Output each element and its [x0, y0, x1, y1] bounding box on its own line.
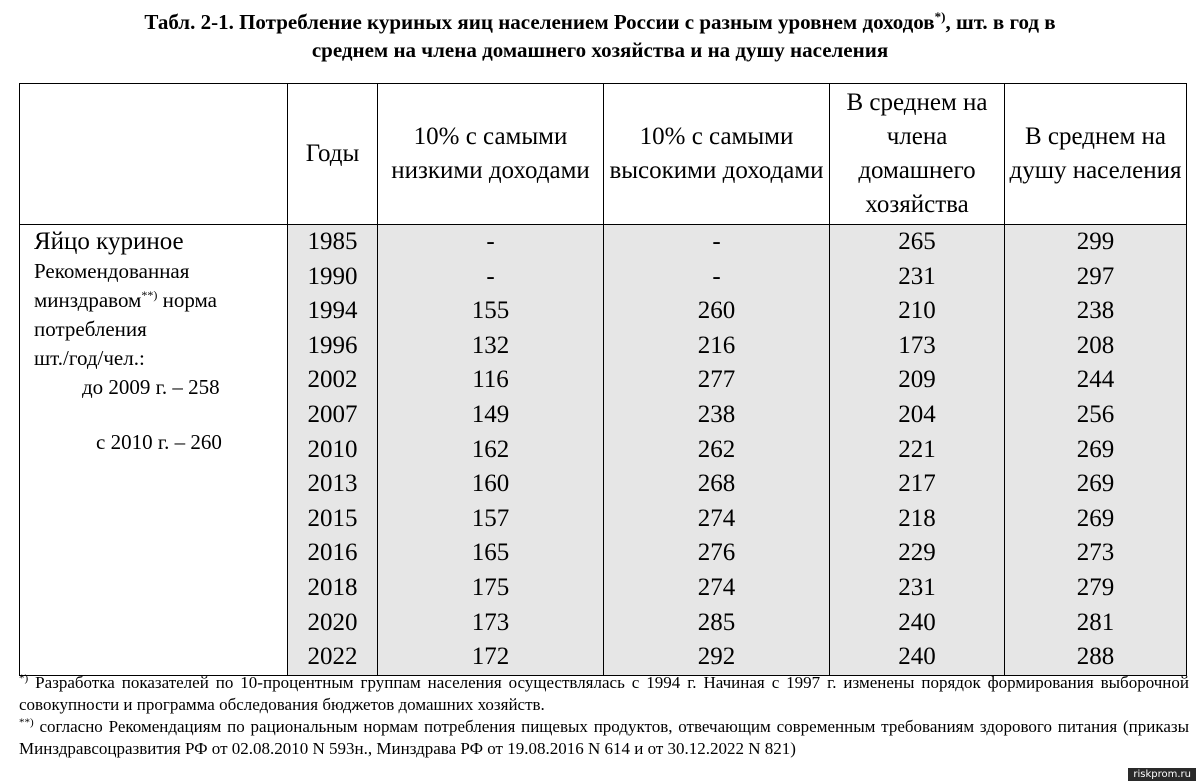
norm-label-line: Рекомендованная [34, 259, 190, 283]
table-cell-high: 274 [697, 573, 736, 601]
table-cell-high: 262 [697, 435, 736, 463]
norm-until-2009: до 2009 г. – 258 [82, 375, 220, 399]
table-cell-year: 2016 [307, 539, 358, 567]
table-cell-high: - [712, 262, 721, 290]
header-years: Годы [288, 84, 378, 225]
table-cell-year: 1994 [307, 297, 358, 325]
table-cell-capita: 297 [1076, 262, 1115, 290]
norm-from-2010: с 2010 г. – 260 [96, 430, 222, 454]
table-cell-low: 172 [471, 643, 510, 671]
table-cell-high: 238 [697, 400, 736, 428]
table-cell-household: 209 [898, 366, 936, 394]
table-cell-high: 276 [697, 539, 736, 567]
table-cell-capita: 288 [1076, 643, 1115, 671]
footnote-1: *) Разработка показателей по 10-процентным группам населения осуществлялась с 1994 г. Начиная с 1997 г. изменены порядок формирования выборочной совокупности и программа обследования бюджетов домашних хозяйств. [19, 672, 1189, 714]
header-per-household-member: В среднем на члена домашнего хозяйства [830, 84, 1005, 225]
table-cell-low: 160 [471, 470, 510, 498]
header-high-income: 10% с самыми высокими доходами [604, 84, 830, 225]
table-cell-high: 277 [697, 366, 736, 394]
table-cell-household: 240 [898, 643, 936, 671]
table-cell-low: 165 [471, 539, 510, 567]
table-cell-high: 260 [697, 297, 736, 325]
table-cell-capita: 269 [1076, 470, 1115, 498]
table-cell-year: 2002 [307, 366, 358, 394]
table-cell-low: 116 [472, 366, 509, 394]
table-cell-high: 268 [697, 470, 736, 498]
table-cell-household: 265 [898, 228, 936, 255]
table-cell-capita: 273 [1076, 539, 1115, 567]
page-title [0, 8, 1200, 64]
header-per-capita: В среднем на душу населения [1005, 84, 1187, 225]
table-cell-low: 175 [471, 573, 510, 601]
table-cell-capita: 244 [1076, 366, 1115, 394]
table-cell-low: 132 [471, 331, 510, 359]
table-cell-year: 2020 [307, 608, 358, 636]
table-cell-year: 1990 [307, 262, 358, 290]
table-cell-capita: 269 [1076, 435, 1115, 463]
table-cell-high: - [712, 228, 721, 255]
table-cell-high: 274 [697, 504, 736, 532]
table-cell-household: 240 [898, 608, 936, 636]
table-cell-high: 292 [697, 643, 736, 671]
table-cell-year: 1996 [307, 331, 358, 359]
household-column [830, 225, 1005, 676]
table-cell-low: - [486, 228, 495, 255]
table-cell-household: 229 [898, 539, 936, 567]
table-cell-low: 155 [471, 297, 510, 325]
table-cell-household: 173 [898, 331, 936, 359]
table-cell-year: 1985 [307, 228, 358, 255]
table-cell-year: 2010 [307, 435, 358, 463]
table-cell-capita: 256 [1076, 400, 1115, 428]
table-cell-household: 217 [898, 470, 936, 498]
per-capita-column [1005, 225, 1187, 676]
table-cell-household: 231 [898, 262, 936, 290]
table-cell-capita: 208 [1076, 331, 1115, 359]
table-header-row [20, 84, 1187, 225]
table-cell-capita: 269 [1076, 504, 1115, 532]
table-cell-capita: 281 [1076, 608, 1115, 636]
table-cell-household: 204 [898, 400, 936, 428]
product-name: Яйцо куриное [34, 228, 184, 255]
table-cell-year: 2018 [307, 573, 358, 601]
table-cell-capita: 279 [1076, 573, 1115, 601]
table-cell-year: 2022 [307, 643, 358, 671]
table-cell-year: 2015 [307, 504, 358, 532]
table-cell-household: 218 [898, 504, 936, 532]
low-income-column [378, 225, 604, 676]
table-cell-high: 216 [697, 331, 736, 359]
site-watermark: riskprom.ru [1128, 768, 1196, 781]
table-cell-capita: 238 [1076, 297, 1115, 325]
table-body-row [20, 225, 1187, 676]
table-cell-low: 149 [471, 400, 510, 428]
row-label-cell [20, 225, 288, 676]
table-cell-low: - [486, 262, 495, 290]
norm-label-line: потребления [34, 317, 147, 341]
table-cell-low: 173 [471, 608, 510, 636]
footnote-2: **) согласно Рекомендациям по рациональным нормам потребления пищевых продуктов, отвечающим современным требованиям здорового питания (приказы Минздравсоцразвития РФ от 02.08.2010 N 593н., Минздрава РФ от 19.08.2016 N 614 и от 30.12.2022 N 821) [19, 716, 1189, 758]
footnotes [19, 672, 1189, 760]
high-income-column [604, 225, 830, 676]
header-low-income: 10% с самыми низкими доходами [378, 84, 604, 225]
years-column [288, 225, 378, 676]
table-cell-year: 2007 [307, 400, 358, 428]
table-cell-household: 210 [898, 297, 936, 325]
header-row-label [20, 84, 288, 225]
table-cell-high: 285 [697, 608, 736, 636]
table-cell-low: 157 [471, 504, 510, 532]
title-line-1: Табл. 2-1. Потребление куриных яиц населением России с разным уровнем доходов*), шт. в год в [144, 9, 1056, 34]
table-cell-household: 221 [898, 435, 936, 463]
table-cell-household: 231 [898, 573, 936, 601]
norm-label-line: минздравом**) норма [34, 288, 217, 312]
norm-label-line: шт./год/чел.: [34, 346, 145, 370]
title-line-2: среднем на члена домашнего хозяйства и на душу населения [311, 38, 889, 62]
table-cell-year: 2013 [307, 470, 358, 498]
egg-consumption-table [19, 83, 1187, 676]
table-cell-low: 162 [471, 435, 510, 463]
table-cell-capita: 299 [1076, 228, 1115, 255]
